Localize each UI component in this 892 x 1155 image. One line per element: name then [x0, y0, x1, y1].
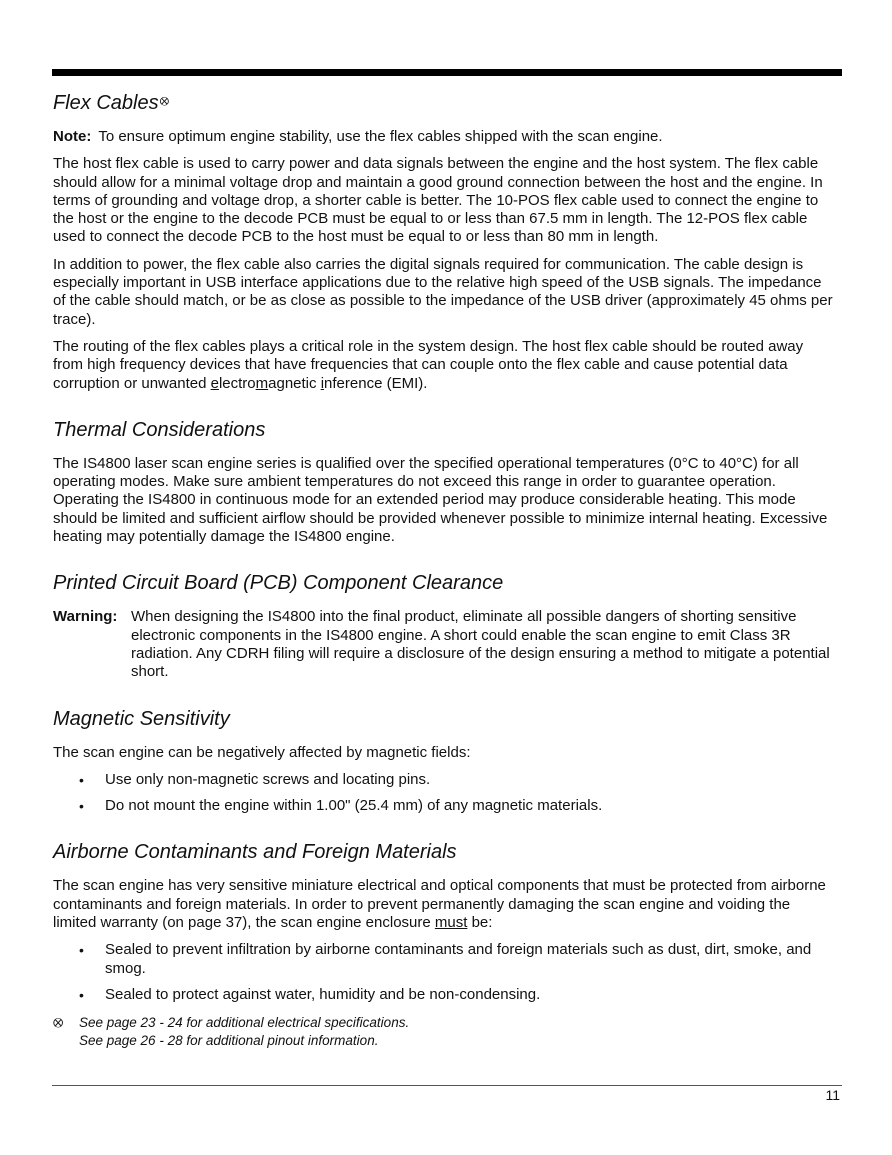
airborne-paragraph-text: The scan engine has very sensitive miniature electrical and optical components that must be protected from airborne contaminants and foreign materials. In order to prevent permanently damaging the scan engine and voiding the limited warranty (on page 37), the scan engine enclosure	[53, 877, 826, 932]
magnetic-list	[53, 771, 835, 816]
list-item-text: Sealed to protect against water, humidity and be non-condensing.	[105, 985, 541, 1003]
list-item-text: Sealed to prevent infiltration by airborne contaminants and foreign materials such as dust, dirt, smoke, and smog.	[105, 941, 812, 977]
flex-cables-title: Flex Cables	[53, 92, 159, 114]
emi-text-2: agnetic	[268, 374, 321, 392]
note-label: Note:	[53, 128, 92, 145]
list-item-text: Use only non-magnetic screws and locating pins.	[105, 770, 431, 788]
diamond-footnote-icon: ⭙	[159, 94, 170, 108]
note-text: To ensure optimum engine stability, use the flex cables shipped with the scan engine.	[98, 128, 663, 145]
magnetic-heading: Magnetic Sensitivity	[53, 707, 230, 730]
bullet-icon: •	[79, 771, 84, 788]
page-content	[53, 90, 835, 1049]
emi-text-3: nference (EMI).	[324, 374, 428, 392]
airborne-paragraph	[53, 877, 835, 932]
must-underlined: must	[434, 914, 468, 932]
flex-cables-heading	[53, 90, 835, 116]
header-rule	[52, 69, 842, 76]
emi-underline-i: i	[320, 374, 325, 392]
airborne-paragraph-end: be:	[467, 914, 493, 932]
list-item	[53, 771, 835, 789]
diamond-footnote-icon: ⭙	[53, 1015, 64, 1031]
emi-text-1: lectro	[218, 374, 256, 392]
footnotes	[53, 1014, 835, 1049]
footer-rule	[52, 1085, 842, 1086]
bullet-icon: •	[79, 798, 84, 815]
magnetic-intro: The scan engine can be negatively affected by magnetic fields:	[53, 743, 471, 761]
list-item	[53, 986, 835, 1004]
emi-underline-e: e	[210, 374, 219, 392]
emi-underline-m: m	[255, 374, 269, 392]
pcb-warning	[53, 608, 835, 681]
list-item	[53, 941, 835, 978]
footnote-line-1: See page 23 - 24 for additional electrical specifications.	[79, 1015, 410, 1031]
flex-paragraph-1: The host flex cable is used to carry power and data signals between the engine and the host system. The flex cable should allow for a minimal voltage drop and maintain a good ground connection between the host and the engine. In terms of grounding and voltage drop, a shorter cable is better. The 10-POS flex cable used to connect the engine to the host or the engine to the decode PCB must be equal to or less than 67.5 mm in length. The 12-POS flex cable used to connect the decode PCB to the host must be equal to or less than 80 mm in length.	[53, 155, 823, 246]
footnote-line-2: See page 26 - 28 for additional pinout information.	[79, 1032, 379, 1048]
list-item	[53, 797, 835, 815]
flex-paragraph-3-text: The routing of the flex cables plays a critical role in the system design. The host flex cable should be routed away from high frequency devices that have frequencies that can couple onto the flex cable and cause potential data corruption or unwanted	[53, 337, 804, 392]
list-item-text: Do not mount the engine within 1.00" (25.4 mm) of any magnetic materials.	[105, 797, 603, 815]
flex-paragraph-3	[53, 338, 835, 393]
airborne-list	[53, 941, 835, 1004]
thermal-heading: Thermal Considerations	[53, 418, 266, 441]
page-number: 11	[825, 1087, 840, 1103]
warning-label: Warning:	[53, 608, 118, 626]
pcb-heading: Printed Circuit Board (PCB) Component Clearance	[53, 572, 504, 595]
warning-text: When designing the IS4800 into the final product, eliminate all possible dangers of shorting sensitive electronic components in the IS4800 engine. A short could enable the scan engine to emit Class 3R radiation. Any CDRH filing will require a disclosure of the design ensuring a method to mitigate a potential short.	[131, 608, 830, 681]
bullet-icon: •	[79, 942, 84, 959]
flex-note	[53, 128, 835, 146]
flex-paragraph-2: In addition to power, the flex cable also carries the digital signals required for communication. The cable design is especially important in USB interface applications due to the relative high speed of the USB signals. The impedance of the cable should match, or be as close as possible to the impedance of the USB driver (approximately 45 ohms per trace).	[53, 255, 833, 328]
thermal-paragraph: The IS4800 laser scan engine series is qualified over the specified operational temperatures (0°C to 40°C) for all operating modes. Make sure ambient temperatures do not exceed this range in order to guarantee operation. Operating the IS4800 in continuous mode for an extended period may produce considerable heating. This mode should be limited and sufficient airflow should be provided whenever possible to minimize internal heating. Excessive heating may potentially damage the IS4800 engine.	[53, 454, 828, 546]
airborne-heading: Airborne Contaminants and Foreign Materials	[53, 841, 457, 864]
bullet-icon: •	[79, 986, 84, 1003]
